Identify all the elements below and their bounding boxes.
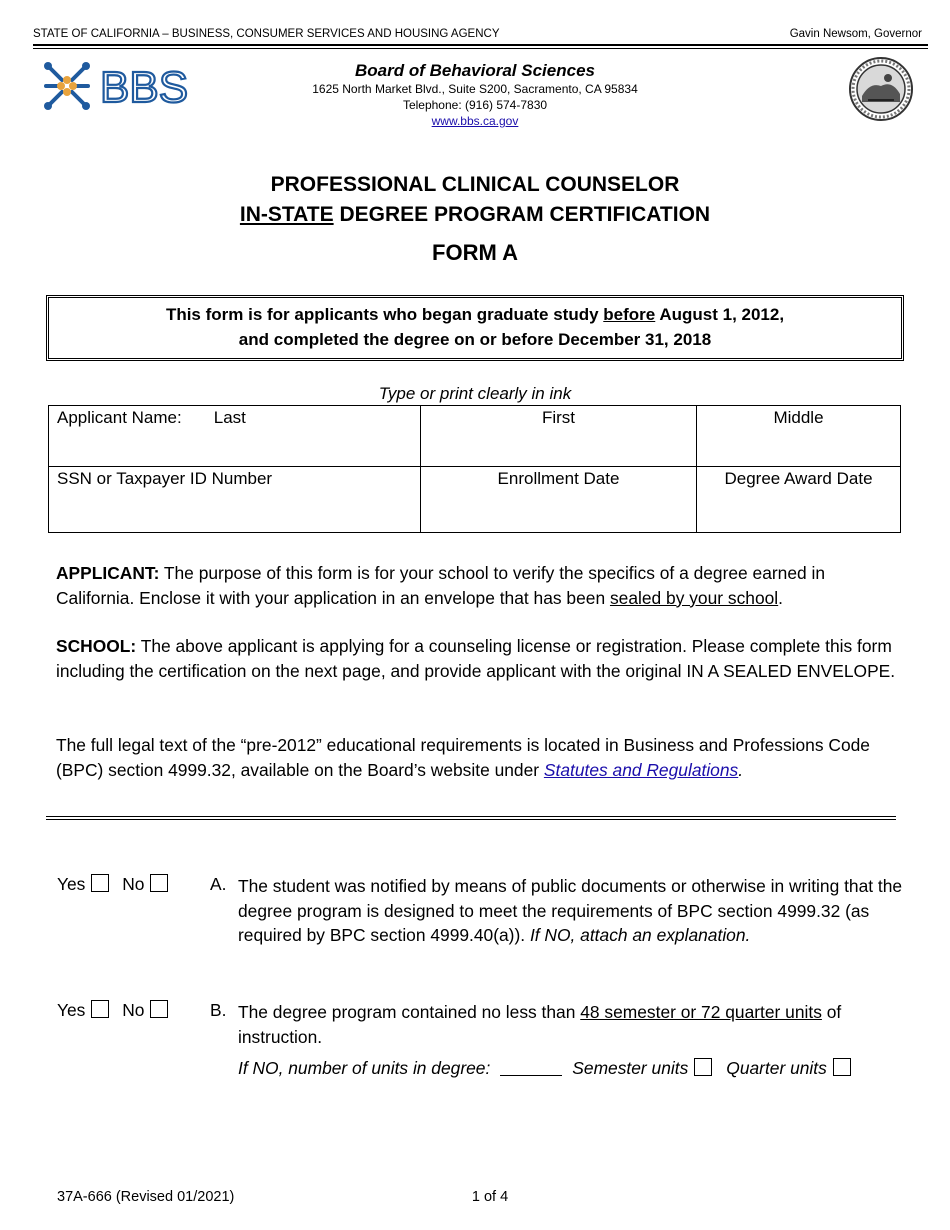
question-b-yes-no [57, 1000, 174, 1021]
no-label: No [122, 1000, 145, 1020]
degree-award-date-label: Degree Award Date [724, 469, 873, 488]
title-in-state: IN-STATE [239, 203, 334, 226]
first-label: First [541, 408, 576, 427]
semester-units-checkbox[interactable] [694, 1058, 712, 1076]
legal-text: The full legal text of the “pre-2012” educational requirements is located in Business and Professions Code (BPC) section 4999.32, available on the Board’s website under [56, 735, 870, 780]
question-b-no-checkbox[interactable] [150, 1000, 168, 1018]
logo-mark-icon [44, 62, 90, 110]
applicant-name-label: Applicant Name: [57, 408, 182, 427]
applicant-middle-name-field[interactable] [697, 406, 901, 467]
question-b-units: 48 semester or 72 quarter units [580, 1002, 822, 1022]
applicant-paragraph [56, 561, 896, 610]
form-title-line2 [0, 203, 950, 227]
form-title-form-a: FORM A [432, 240, 518, 265]
question-a-body: The student was notified by means of public documents or otherwise in writing that the degree program is designed to meet the requirements of BPC section 4999.32 (as required by BPC section 4999.40(a)). [238, 876, 903, 945]
applicant-info-table [48, 405, 901, 533]
semester-units-label: Semester units [572, 1058, 689, 1078]
legal-end: . [738, 759, 744, 780]
governor-name: Gavin Newsom, Governor [789, 28, 922, 40]
notice-before: before [603, 305, 656, 324]
units-input[interactable] [500, 1059, 562, 1076]
notice-text-1: This form is for applicants who began graduate study [165, 305, 604, 324]
notice-text-2: August 1, 2012, [655, 305, 785, 324]
org-name: Board of Behavioral Sciences [355, 61, 595, 80]
org-address: 1625 North Market Blvd., Suite S200, Sacramento, CA 95834 [312, 82, 638, 96]
question-a-yes-checkbox[interactable] [91, 874, 109, 892]
enrollment-date-field[interactable] [421, 467, 697, 533]
question-a-letter: A. [210, 874, 227, 894]
legal-paragraph [56, 733, 896, 782]
middle-label: Middle [773, 408, 824, 427]
applicant-last-name-field[interactable] [49, 406, 421, 467]
form-number: 37A-666 (Revised 01/2021) [57, 1189, 235, 1205]
question-b-end: of instruction. [238, 1002, 842, 1047]
website-link[interactable]: www.bbs.ca.gov [431, 114, 519, 128]
quarter-units-label: Quarter units [726, 1058, 827, 1078]
applicant-label: APPLICANT: [56, 563, 160, 583]
state-seal-icon [848, 56, 914, 122]
notice-box [46, 295, 904, 361]
question-b-yes-checkbox[interactable] [91, 1000, 109, 1018]
logo-text: BBS [100, 63, 189, 112]
units-in-degree-label: If NO, number of units in degree: [238, 1058, 491, 1078]
yes-label: Yes [57, 1000, 86, 1020]
applicant-text: The purpose of this form is for your school to verify the specifics of a degree earned in California. Enclose it with your application in an envelope that has been [56, 563, 826, 608]
question-a-no-checkbox[interactable] [150, 874, 168, 892]
degree-award-date-field[interactable] [697, 467, 901, 533]
section-divider [46, 816, 896, 817]
section-divider-2 [46, 819, 896, 820]
question-a-yes-no [57, 874, 174, 895]
notice-line-2: and completed the degree on or before December 31, 2018 [238, 330, 712, 349]
question-a-note: If NO, attach an explanation. [529, 925, 751, 945]
ssn-field[interactable] [49, 467, 421, 533]
page-number: 1 of 4 [471, 1189, 509, 1205]
title-degree-cert: DEGREE PROGRAM CERTIFICATION [333, 203, 711, 226]
board-header [275, 61, 675, 129]
question-b-letter: B. [210, 1000, 227, 1020]
no-label: No [122, 874, 145, 894]
school-paragraph [56, 634, 896, 683]
question-b-units-line [238, 1058, 857, 1079]
header-rule [33, 44, 928, 46]
question-b-body: The degree program contained no less than [238, 1002, 581, 1022]
quarter-units-checkbox[interactable] [833, 1058, 851, 1076]
question-b-text [238, 1000, 903, 1049]
question-a-text [238, 874, 903, 948]
instructions-text: Type or print clearly in ink [378, 384, 572, 403]
ssn-label: SSN or Taxpayer ID Number [57, 469, 273, 488]
applicant-first-name-field[interactable] [421, 406, 697, 467]
school-label: SCHOOL: [56, 636, 137, 656]
agency-name: STATE OF CALIFORNIA – BUSINESS, CONSUMER SERVICES AND HOUSING AGENCY [33, 28, 500, 40]
yes-label: Yes [57, 874, 86, 894]
org-telephone: Telephone: (916) 574-7830 [402, 98, 548, 112]
school-text: The above applicant is applying for a counseling license or registration. Please complete this form including the certification on the next page, and provide applicant with the original IN A SEALED ENVELOPE. [56, 636, 896, 681]
header-rule-thin [33, 48, 928, 49]
statutes-link[interactable]: Statutes and Regulations [543, 759, 739, 780]
form-title-line1: PROFESSIONAL CLINICAL COUNSELOR [270, 173, 680, 196]
applicant-end: . [778, 587, 784, 608]
sealed-by-school: sealed by your school [609, 587, 779, 608]
bbs-logo [42, 60, 222, 112]
enrollment-date-label: Enrollment Date [497, 469, 620, 488]
last-label: Last [213, 408, 246, 427]
